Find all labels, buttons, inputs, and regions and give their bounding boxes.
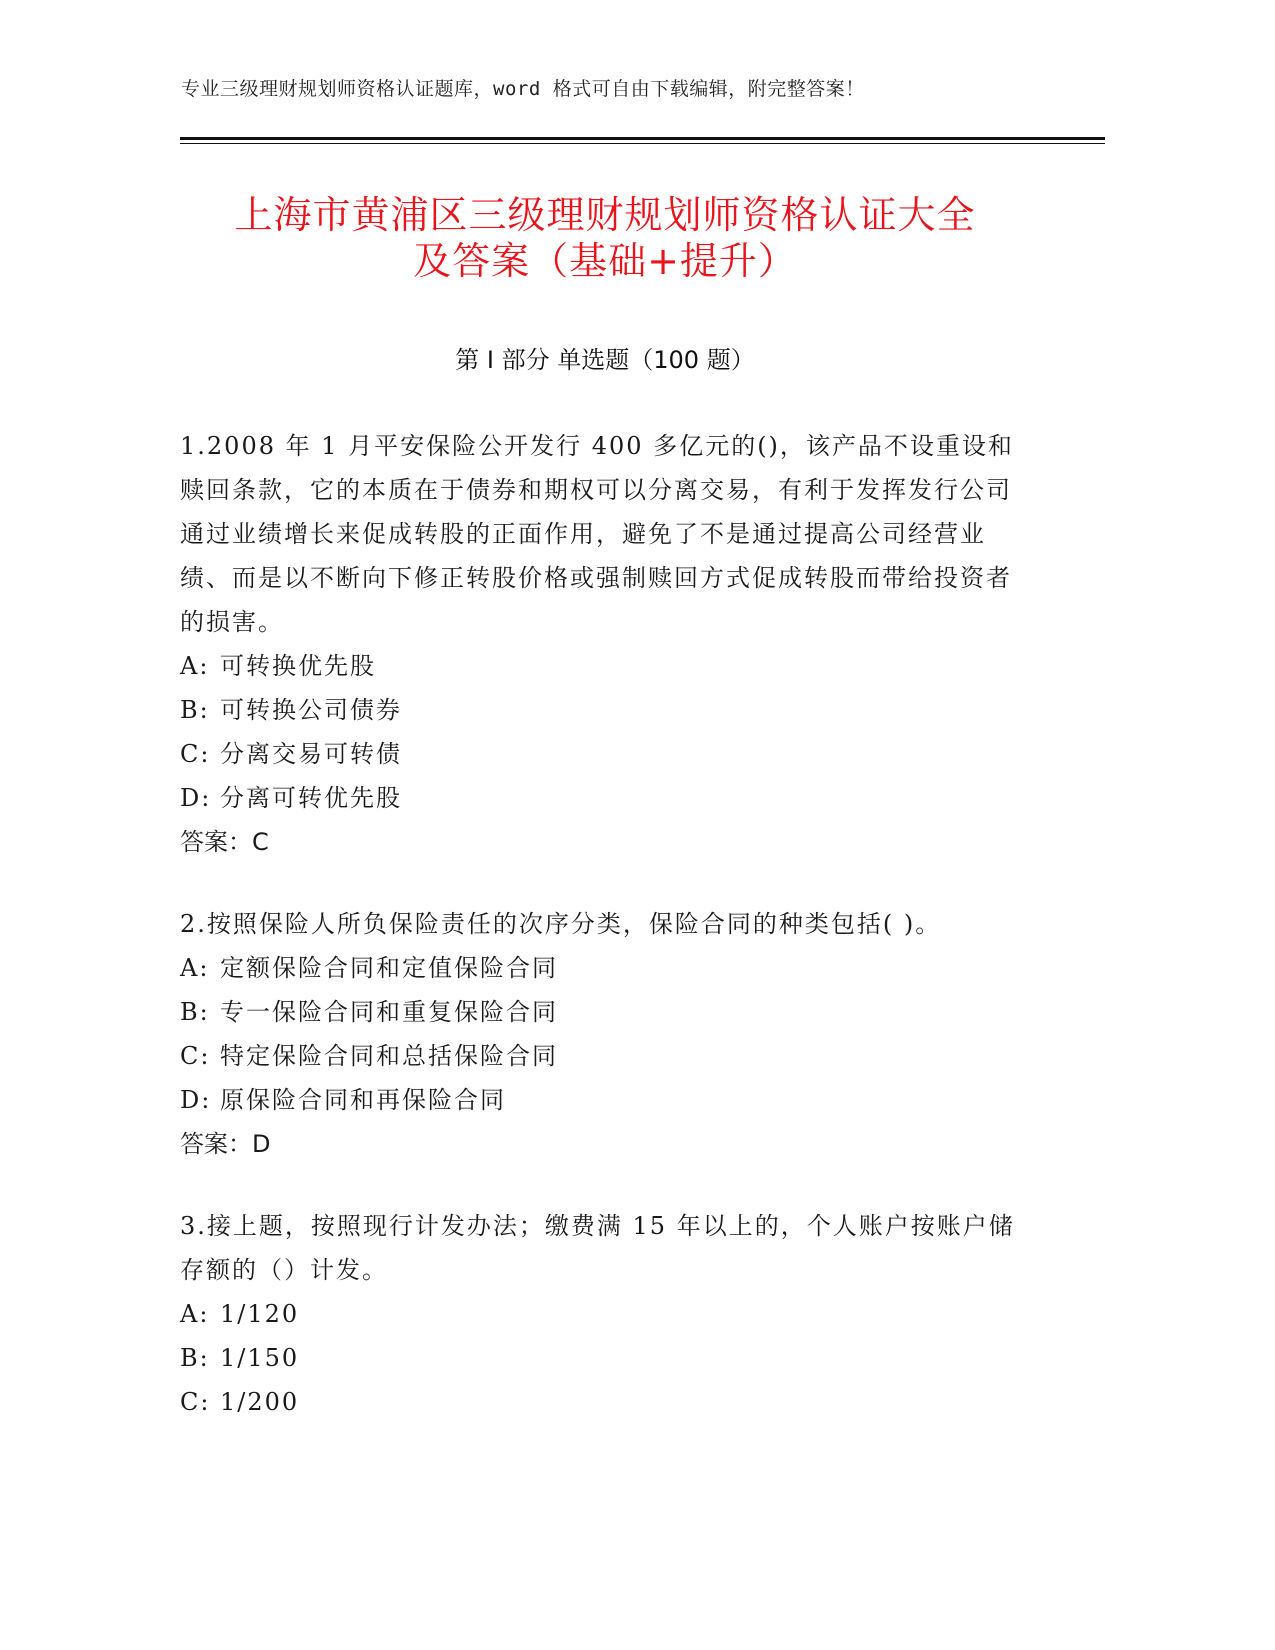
option-a <box>180 946 1030 990</box>
option-text: 可转换公司债券 <box>220 696 402 724</box>
document-title <box>180 192 1030 284</box>
option-key: B: <box>180 998 210 1026</box>
option-a <box>180 644 1030 688</box>
question-stem: 2.按照保险人所负保险责任的次序分类，保险合同的种类包括( )。 <box>180 910 942 938</box>
title-line-2: 及答案（基础+提升） <box>413 239 797 283</box>
option-key: B: <box>180 1344 210 1372</box>
header-rule-thick <box>180 137 1105 140</box>
question-stem: 1.2008 年 1 月平安保险公开发行 400 多亿元的()，该产品不设重设和赎回条款，它的本质在于债券和期权可以分离交易，有利于发挥发行公司通过业绩增长来促成转股的正面作用，避免了不是通过提高公司经营业绩、而是以不断向下修正转股价格或强制赎回方式促成转股而带给投资者的损害。 <box>180 432 1014 636</box>
option-text: 特定保险合同和总括保险合同 <box>220 1042 558 1070</box>
answer-line: 答案：D <box>180 1130 271 1158</box>
option-text: 分离可转优先股 <box>220 784 402 812</box>
option-a <box>180 1292 1030 1336</box>
header-note: 专业三级理财规划师资格认证题库，word 格式可自由下载编辑，附完整答案！ <box>181 78 865 100</box>
option-b <box>180 688 1030 732</box>
header-rule-thin <box>180 143 1105 144</box>
option-c <box>180 732 1030 776</box>
option-text: 原保险合同和再保险合同 <box>220 1086 506 1114</box>
option-key: A: <box>180 954 210 982</box>
answer-line: 答案：C <box>180 828 269 856</box>
option-text: 1/200 <box>220 1388 300 1416</box>
option-text: 专一保险合同和重复保险合同 <box>220 998 558 1026</box>
option-d <box>180 776 1030 820</box>
option-key: A: <box>180 652 210 680</box>
option-d <box>180 1078 1030 1122</box>
option-key: D: <box>180 1086 212 1114</box>
option-text: 定额保险合同和定值保险合同 <box>220 954 558 982</box>
question-2 <box>180 902 1030 1166</box>
option-b <box>180 990 1030 1034</box>
option-key: C: <box>180 1042 211 1070</box>
option-text: 1/150 <box>220 1344 300 1372</box>
option-key: C: <box>180 1388 211 1416</box>
option-text: 分离交易可转债 <box>220 740 402 768</box>
option-text: 可转换优先股 <box>220 652 376 680</box>
question-3 <box>180 1204 1030 1424</box>
option-key: A: <box>180 1300 210 1328</box>
option-key: D: <box>180 784 212 812</box>
title-line-1: 上海市黄浦区三级理财规划师资格认证大全 <box>234 193 976 237</box>
option-c <box>180 1380 1030 1424</box>
option-c <box>180 1034 1030 1078</box>
question-1 <box>180 424 1030 864</box>
option-key: C: <box>180 740 211 768</box>
section-heading: 第 I 部分 单选题（100 题） <box>455 346 755 374</box>
question-list <box>180 424 1030 1462</box>
option-key: B: <box>180 696 210 724</box>
option-b <box>180 1336 1030 1380</box>
question-stem: 3.接上题，按照现行计发办法；缴费满 15 年以上的，个人账户按账户储存额的（）计发。 <box>180 1212 1015 1284</box>
option-text: 1/120 <box>220 1300 300 1328</box>
